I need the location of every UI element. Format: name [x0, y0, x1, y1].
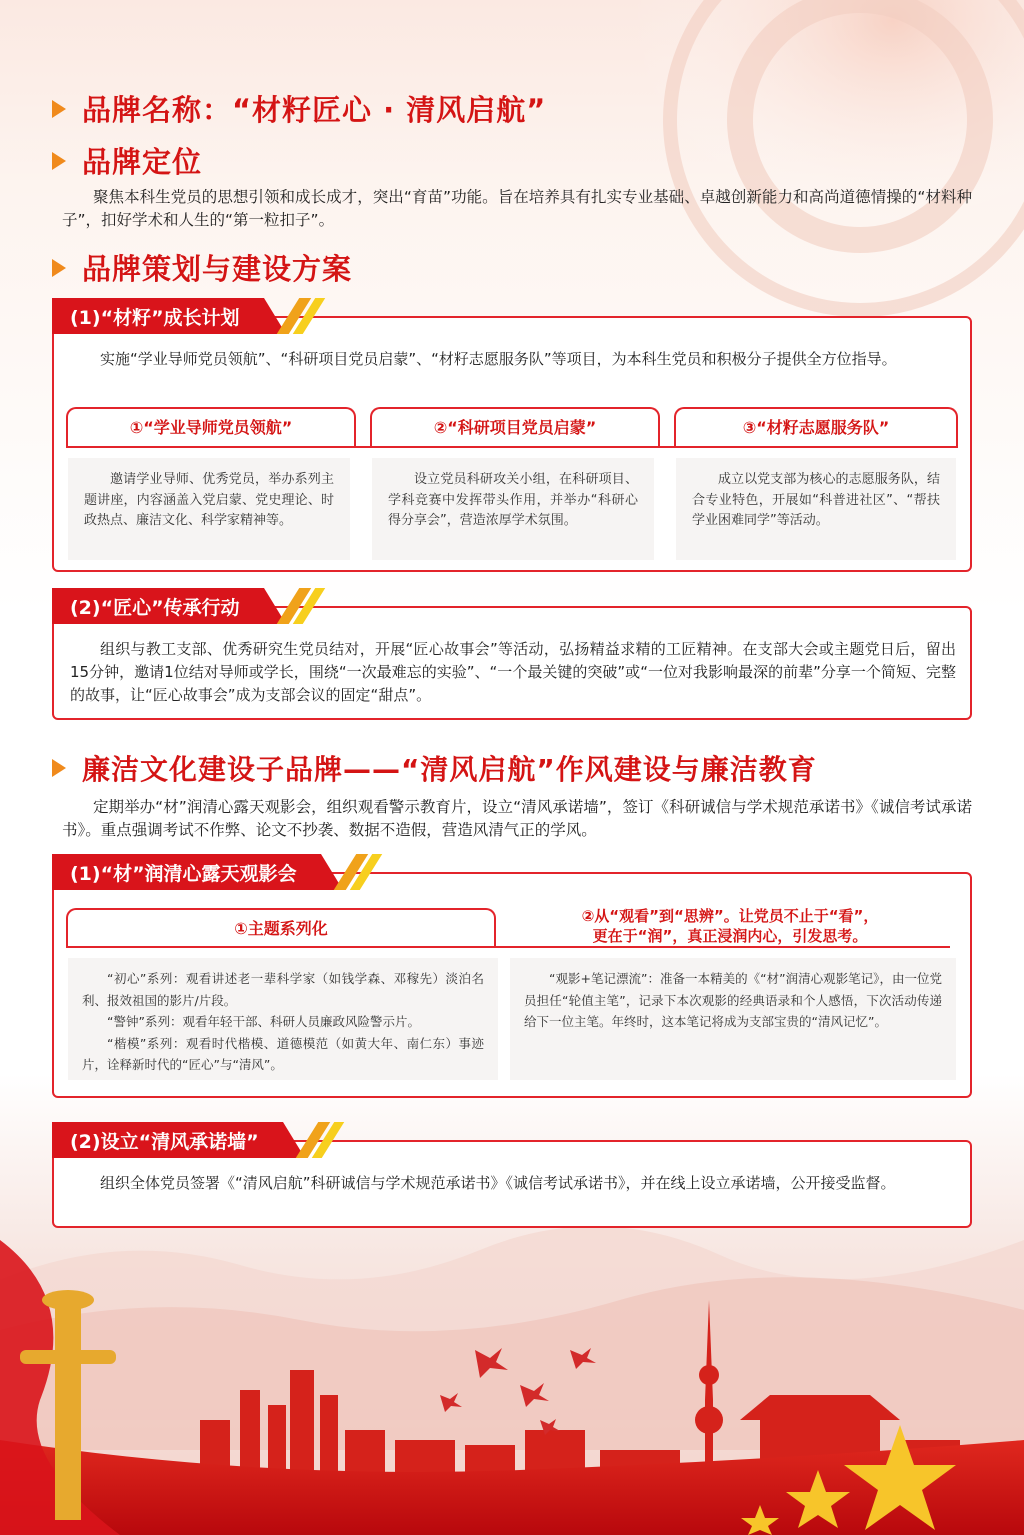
section-craftsman-text: 组织与教工支部、优秀研究生党员结对，开展“匠心故事会”等活动，弘扬精益求精的工匠精神。在支部大会或主题党日后，留出15分钟，邀请1位结对导师或学长，围绕“一次最难忘的实验”、“一个最关键的突破”或“一位对我影响最深的前辈”分享一个简短、完整的故事，让“匠心故事会”成为支部会议的固定“甜点”。 [70, 640, 956, 704]
subhead-volunteer-team: ③“材籽志愿服务队” [674, 407, 958, 447]
brand-plan-heading [52, 247, 352, 288]
section-craftsman-tab [52, 588, 314, 624]
subhead-theme-series: ①主题系列化 [66, 908, 496, 948]
card-tutor-lead: 邀请学业导师、优秀党员，举办系列主题讲座，内容涵盖入党启蒙、党史理论、时政热点、廉洁文化、科学家精神等。 [68, 458, 350, 560]
theme-series-line-1: “初心”系列：观看讲述老一辈科学家（如钱学森、邓稼先）淡泊名利、报效祖国的影片/片段。 [82, 971, 484, 1008]
brand-name-text: 品牌名称：“材籽匠心 · 清风启航” [82, 93, 547, 127]
card-theme-series [68, 958, 498, 1080]
card-volunteer-team: 成立以党支部为核心的志愿服务队，结合专业特色，开展如“科普进社区”、“帮扶学业困难同学”等活动。 [676, 458, 956, 560]
theme-series-line-3: “楷模”系列：观看时代楷模、道德模范（如黄大年、南仁东）事迹片，诠释新时代的“匠心”与“清风”。 [82, 1035, 484, 1072]
subhead-watch-to-think-line2: 更在于“润”，真正浸润内心，引发思考。 [592, 927, 868, 945]
brand-position-paragraph: 聚焦本科生党员的思想引领和成长成才，突出“育苗”功能。旨在培养具有扎实专业基础、卓越创新能力和高尚道德情操的“材料种子”，扣好学术和人生的“第一粒扣子”。 [62, 188, 972, 229]
heading-triangle-icon [52, 759, 66, 777]
brand-plan-text: 品牌策划与建设方案 [82, 252, 353, 286]
brand-position-text: 品牌定位 [82, 145, 203, 179]
brand-position-heading [52, 140, 202, 181]
section-growth-plan-tab-label: (1)“材籽”成长计划 [52, 298, 264, 334]
section-movie-tab [52, 854, 371, 890]
subhead-divider [66, 446, 958, 448]
subhead-divider-2 [66, 946, 950, 948]
card-watch-to-think: “观影+笔记漂流”：准备一本精美的《“材”润清心观影笔记》，由一位党员担任“轮值主笔”，记录下本次观影的经典语录和个人感悟，下次活动传递给下一位主笔。年终时，这本笔记将成为支部宝贵的“清风记忆”。 [510, 958, 956, 1080]
integrity-heading [52, 748, 817, 788]
subhead-tutor-lead: ①“学业导师党员领航” [66, 407, 356, 447]
heading-triangle-icon [52, 152, 66, 170]
section-craftsman-tab-label: (2)“匠心”传承行动 [52, 588, 264, 624]
integrity-paragraph: 定期举办“材”润清心露天观影会，组织观看警示教育片，设立“清风承诺墙”，签订《科研诚信与学术规范承诺书》《诚信考试承诺书》。重点强调考试不作弊、论文不抄袭、数据不造假，营造风清气正的学风。 [62, 798, 972, 839]
section-growth-plan-intro: 实施“学业导师党员领航”、“科研项目党员启蒙”、“材籽志愿服务队”等项目，为本科生党员和积极分子提供全方位指导。 [100, 350, 897, 368]
section-growth-plan-tab [52, 298, 314, 334]
brand-name-heading [52, 88, 546, 129]
theme-series-line-2: “警钟”系列：观看年轻干部、科研人员廉政风险警示片。 [107, 1014, 420, 1029]
subhead-research-start: ②“科研项目党员启蒙” [370, 407, 660, 447]
integrity-heading-text: 廉洁文化建设子品牌——“清风启航”作风建设与廉洁教育 [82, 753, 817, 786]
subhead-watch-to-think [510, 904, 950, 948]
card-research-start: 设立党员科研攻关小组，在科研项目、学科竞赛中发挥带头作用，并举办“科研心得分享会”，营造浓厚学术氛围。 [372, 458, 654, 560]
heading-triangle-icon [52, 259, 66, 277]
section-pledge-wall-tab-label: (2)设立“清风承诺墙” [52, 1122, 283, 1158]
subhead-watch-to-think-line1: ②从“观看”到“思辨”。让党员不止于“看”， [581, 907, 879, 925]
heading-triangle-icon [52, 100, 66, 118]
section-movie-tab-label: (1)“材”润清心露天观影会 [52, 854, 321, 890]
section-pledge-wall-text: 组织全体党员签署《“清风启航”科研诚信与学术规范承诺书》《诚信考试承诺书》，并在线上设立承诺墙，公开接受监督。 [100, 1174, 896, 1192]
section-pledge-wall-tab [52, 1122, 333, 1158]
